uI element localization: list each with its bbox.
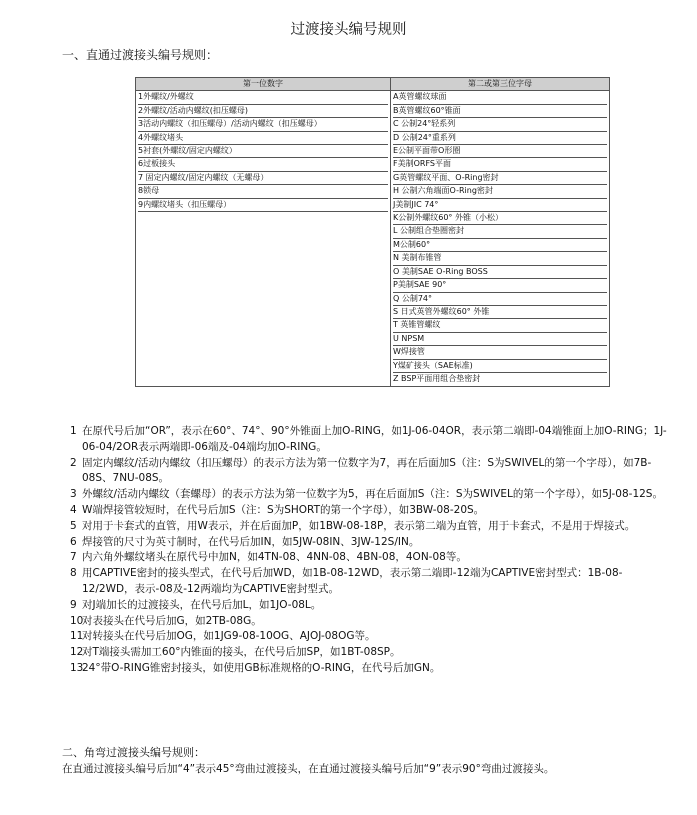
list-item [70, 456, 670, 488]
letter-code-cell: M公制60° [393, 239, 607, 252]
list-item [70, 535, 670, 551]
list-item [70, 614, 670, 630]
letter-code-cell: T 英锥管螺纹 [393, 319, 607, 332]
table-row [136, 118, 610, 131]
rule-text: 对T端接头需加工60°内锥面的接头，在代号后加SP，如1BT-08SP。 [82, 646, 401, 659]
letter-code-cell: C 公制24°轻系列 [393, 118, 607, 131]
first-digit-cell: 7 固定内螺纹/固定内螺纹（无螺母） [138, 172, 388, 185]
list-item [70, 519, 670, 535]
page-title: 过渡接头编号规则 [290, 22, 407, 38]
empty-cell [136, 346, 391, 359]
table-row [136, 293, 610, 306]
rules-list [70, 424, 670, 677]
table-row [136, 360, 610, 373]
rule-number: 12 [70, 646, 84, 659]
first-digit-cell: 3活动内螺纹（扣压螺母）/活动内螺纹（扣压螺母） [138, 118, 388, 131]
empty-cell [136, 306, 391, 319]
letter-code-cell: A英管螺纹球面 [393, 91, 607, 104]
list-item [70, 598, 670, 614]
rule-text: 在原代号后加“OR”，表示在60°、74°、90°外锥面上加O-RING，如1J-06-04OR，表示第二端即-04端锥面上加O-RING；1J-06-04/2OR表示两端即-06端及-04端均加O-RING。 [82, 425, 667, 453]
letter-code-cell: Q 公制74° [393, 293, 607, 306]
list-item [70, 503, 670, 519]
empty-cell [136, 293, 391, 306]
table-row [136, 346, 610, 359]
table-row [136, 91, 610, 105]
rule-number: 2 [70, 456, 77, 469]
table-row [136, 212, 610, 225]
rule-number: 4 [70, 503, 77, 516]
rule-text: 用CAPTIVE密封的接头型式，在代号后加WD，如1B-08-12WD，表示第二端即-12端为CAPTIVE密封型式：1B-08-12/2WD，表示-08及-12两端均为CAPTIVE密封型式。 [82, 567, 623, 595]
rule-text: 对用于卡套式的直管，用W表示，并在后面加P，如1BW-08-18P，表示第二端为直管，用于卡套式，不是用于焊接式。 [82, 519, 636, 532]
rule-text: 焊接管的尺寸为英寸制时，在代号后加IN，如5JW-08IN、3JW-12S/IN。 [82, 535, 420, 548]
letter-code-cell: Z BSP平面用组合垫密封 [393, 374, 481, 384]
list-item [70, 487, 670, 503]
table-row [136, 252, 610, 265]
table-row [136, 105, 610, 118]
table-row [136, 225, 610, 238]
first-digit-cell: 4外螺纹堵头 [138, 132, 388, 145]
table-row [136, 239, 610, 252]
table-row [136, 266, 610, 279]
empty-cell [136, 239, 391, 252]
list-item [70, 550, 670, 566]
first-digit-cell: 6过板接头 [138, 158, 388, 171]
rule-text: 对表接头在代号后加G，如2TB-08G。 [82, 614, 262, 627]
empty-cell [136, 266, 391, 279]
letter-code-cell: U NPSM [393, 333, 607, 346]
rule-text: W端焊接管较短时，在代号后加S（注：S为SHORT的第一个字母），如3BW-08-20S。 [82, 503, 485, 516]
rule-number: 8 [70, 567, 77, 580]
letter-code-cell: W焊接管 [393, 346, 607, 359]
empty-cell [136, 333, 391, 346]
letter-code-cell: N 美制布锥管 [393, 252, 607, 265]
first-digit-cell: 8锁母 [138, 185, 388, 198]
first-digit-cell: 1外螺纹/外螺纹 [138, 91, 388, 104]
empty-cell [136, 360, 391, 373]
rule-number: 13 [70, 661, 84, 674]
rule-number: 6 [70, 535, 77, 548]
letter-code-cell: L 公制组合垫圈密封 [393, 225, 607, 238]
empty-cell [136, 279, 391, 292]
rule-text: 内六角外螺纹堵头在原代号中加N，如4TN-08、4NN-08、4BN-08，4ON-08等。 [82, 551, 467, 564]
rule-text: 固定内螺纹/活动内螺纹（扣压螺母）的表示方法为第一位数字为7，再在后面加S（注：S为SWIVEL的第一个字母），如7B-08S、7NU-08S。 [82, 456, 652, 485]
rule-number: 10 [70, 614, 84, 627]
table-row [136, 333, 610, 346]
table-row [136, 158, 610, 171]
letter-code-cell: D 公制24°重系列 [393, 132, 607, 145]
first-digit-cell: 9内螺纹堵头（扣压螺母） [138, 199, 388, 212]
list-item [70, 645, 670, 661]
letter-code-cell: S 日式英管外螺纹60° 外锥 [393, 306, 607, 319]
rule-number: 11 [70, 630, 84, 643]
table-header-letters: 第二或第三位字母 [391, 78, 610, 91]
code-table [135, 77, 610, 387]
rule-number: 1 [70, 425, 77, 437]
letter-code-cell: Y煤矿接头（SAE标准) [393, 360, 607, 373]
table-row [136, 172, 610, 185]
rule-text: 对转接头在代号后加OG，如1JG9-08-10OG、AJOJ-08OG等。 [82, 630, 376, 643]
table-row [136, 306, 610, 319]
table-header-first-digit: 第一位数字 [136, 78, 391, 91]
section-heading-elbow: 二、角弯过渡接头编号规则： [62, 746, 205, 759]
list-item [70, 566, 670, 598]
list-item [70, 661, 670, 677]
letter-code-cell: J美制JIC 74° [393, 199, 607, 212]
table-row [136, 373, 610, 386]
rule-number: 9 [70, 598, 77, 611]
list-item [70, 424, 670, 456]
letter-code-cell: E公制平面带O形圈 [393, 145, 607, 158]
table-row [136, 185, 610, 198]
empty-cell [136, 373, 391, 386]
table-row [136, 279, 610, 292]
rule-number: 5 [70, 519, 77, 532]
rule-text: 对J端加长的过渡接头，在代号后加L，如1JO-08L。 [82, 598, 322, 611]
list-item [70, 629, 670, 645]
rule-number: 3 [70, 488, 77, 501]
table-row [136, 319, 610, 332]
empty-cell [136, 212, 391, 225]
rule-number: 7 [70, 551, 77, 564]
empty-cell [136, 252, 391, 265]
letter-code-cell: B英管螺纹60°锥面 [393, 105, 607, 118]
table-row [136, 199, 610, 212]
empty-cell [136, 319, 391, 332]
letter-code-cell: F美制ORFS平面 [393, 158, 607, 171]
table-row [136, 145, 610, 158]
elbow-rule-text: 在直通过渡接头编号后加“4”表示45°弯曲过渡接头，在直通过渡接头编号后加“9”表示90°弯曲过渡接头。 [62, 763, 555, 775]
letter-code-cell: K公制外螺纹60° 外锥（小松） [393, 212, 607, 225]
first-digit-cell: 5衬套(外螺纹/固定内螺纹） [138, 145, 388, 158]
table-row [136, 132, 610, 145]
letter-code-cell: P美制SAE 90° [393, 279, 607, 292]
rule-text: 外螺纹/活动内螺纹（套螺母）的表示方法为第一位数字为5，再在后面加S（注：S为SWIVEL的第一个字母），如5J-08-12S。 [82, 488, 663, 501]
empty-cell [136, 225, 391, 238]
section-heading-straight: 一、直通过渡接头编号规则： [62, 48, 219, 62]
letter-code-cell: O 美制SAE O-Ring BOSS [393, 266, 607, 279]
letter-code-cell: H 公制六角端面O-Ring密封 [393, 185, 607, 198]
first-digit-cell: 2外螺纹/活动内螺纹(扣压螺母) [138, 105, 388, 118]
rule-text: 24°带O-RING锥密封接头，如使用GB标准规格的O-RING，在代号后加GN。 [82, 661, 441, 674]
letter-code-cell: G英管螺纹平面、O-Ring密封 [393, 172, 607, 185]
